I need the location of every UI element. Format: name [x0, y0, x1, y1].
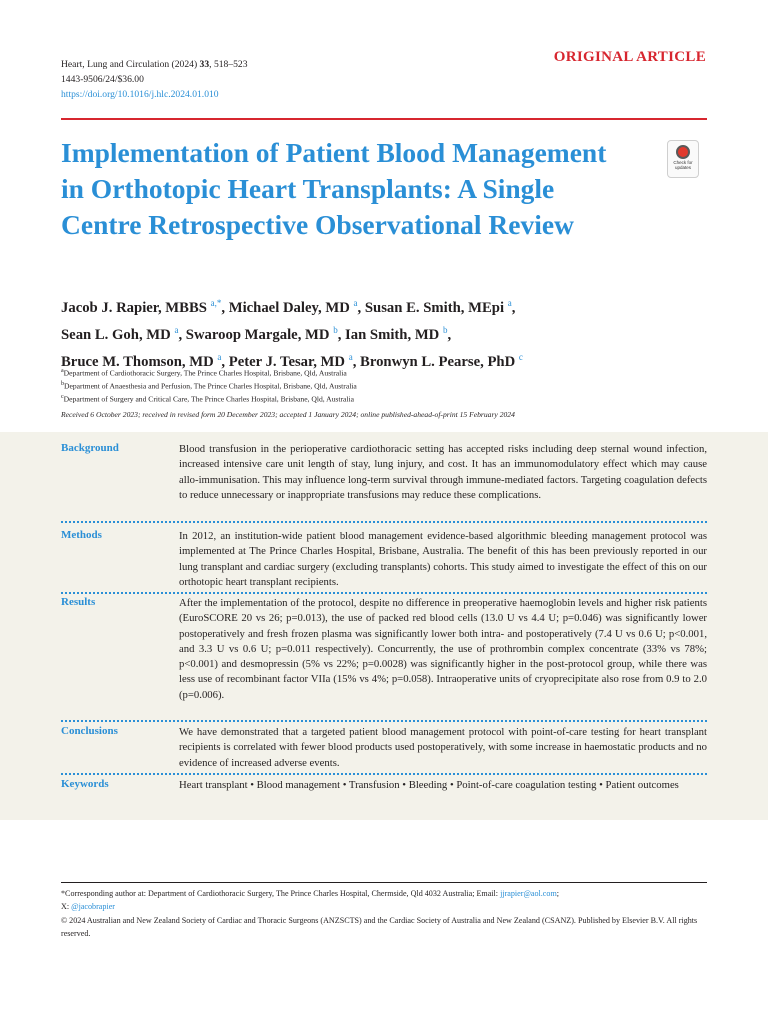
- article-type: ORIGINAL ARTICLE: [553, 49, 706, 65]
- section-label: Conclusions: [61, 725, 118, 737]
- section-divider: [61, 773, 707, 775]
- journal-citation: [61, 57, 248, 72]
- footnotes: [61, 882, 707, 940]
- x-handle-line: [61, 900, 707, 913]
- author-affiliation[interactable]: a: [353, 298, 358, 308]
- journal-volume: 33: [199, 59, 210, 70]
- author-separator: ,: [447, 326, 452, 343]
- journal-issn: 1443-9506/24/$36.00: [61, 74, 144, 85]
- abstract-box: [0, 432, 768, 820]
- section-divider: [61, 521, 707, 523]
- author-separator: ,: [178, 326, 186, 343]
- author-affiliation[interactable]: a: [348, 351, 353, 362]
- author-separator: ,: [511, 299, 516, 316]
- check-for-updates-badge[interactable]: [667, 140, 699, 178]
- check-updates-line1: Check for: [673, 160, 693, 165]
- section-text: After the implementation of the protocol, despite no difference in preoperative haemoglobin levels and higher risk patients (EuroSCORE 20 vs 26; p=0.013), the use of packed red blood cells (13.0 U vs 4.4 U; p=0.046) was significantly lower postoperatively and fresh frozen plasma was significantly lower both intra- and postoperatively (7.4 U vs 0.6 U; p<0.001, and 3.3 U vs 0.6 U; p=0.011 respectively). Concurrently, the use of prothrombin complex concentrate (33% vs 78%; p<0.001) and desmopressin (5% vs 22%; p=0.0028) was significantly higher in the post-protocol group, while there was less use of recombinant factor VIIa (15% vs 4%; p=0.058). Intraoperative units of cryoprecipitate also rose from 0.9 to 2.0 (p=0.006).: [179, 597, 707, 701]
- header-rule: [61, 118, 707, 120]
- doi-link[interactable]: https://doi.org/10.1016/j.hlc.2024.01.010: [61, 89, 219, 100]
- journal-name: Heart, Lung and Circulation (2024): [61, 59, 200, 70]
- author-affiliation[interactable]: a,*: [210, 298, 222, 308]
- author-list: [61, 292, 701, 373]
- journal-pages: , 518–523: [209, 59, 248, 70]
- section-divider: [61, 720, 707, 722]
- check-updates-icon: [676, 145, 690, 159]
- section-text: We have demonstrated that a targeted patient blood management protocol with point-of-care testing for heart transplant recipients is correlated with fewer blood products used postoperatively, with some increase in haemostatic products and no evidence of increased adverse events.: [179, 726, 707, 769]
- x-handle-link[interactable]: @jacobrapier: [71, 902, 115, 912]
- section-divider: [61, 592, 707, 594]
- affiliation-key: a: [61, 368, 64, 374]
- section-label: Results: [61, 596, 96, 608]
- section-label: Background: [61, 442, 119, 454]
- affiliation-text: Department of Anaesthesia and Perfusion, The Prince Charles Hospital, Brisbane, Qld, Australia: [64, 381, 357, 391]
- author-affiliation[interactable]: a: [217, 351, 222, 362]
- keywords-text: Heart transplant • Blood management • Transfusion • Bleeding • Point-of-care coagulation testing • Patient outcomes: [179, 779, 679, 791]
- section-label: Methods: [61, 529, 102, 541]
- author-affiliation[interactable]: c: [518, 351, 523, 362]
- check-updates-line2: updates: [674, 165, 691, 170]
- author-separator: ,: [357, 299, 365, 316]
- section-text: In 2012, an institution-wide patient blood management evidence-based algorithmic bleeding management protocol was implemented at The Prince Charles Hospital, Brisbane, Australia. The benefit of this has been previously reported in our lung transplant and cardiac surgery (excluding transplants) cohorts. This study aimed to investigate the effect of this on our orthotopic heart transplant recipients.: [179, 530, 707, 588]
- author-name: Sean L. Goh, MD: [61, 326, 171, 343]
- section-text: Blood transfusion in the perioperative cardiothoracic setting has accepted risks including deep sternal wound infection, increased intensive care unit length of stay, lung injury, and cost. It has an immunomodulatory effect which may cause allo-immunisation. This may influence long-term survival through immune-mediated factors. Targeting coagulation defects to reduce unnecessary or inappropriate transfusions may reduce these complications.: [179, 443, 707, 501]
- author-name: Bronwyn L. Pearse, PhD: [360, 353, 516, 370]
- author-name: Peter J. Tesar, MD: [228, 353, 346, 370]
- author-affiliation[interactable]: a: [507, 298, 512, 308]
- author-affiliation[interactable]: b: [442, 324, 448, 335]
- affiliation-text: Department of Cardiothoracic Surgery, The Prince Charles Hospital, Brisbane, Qld, Australia: [63, 368, 347, 378]
- x-label: X:: [61, 902, 72, 912]
- received-dates: Received 6 October 2023; received in revised form 20 December 2023; accepted 1 January 2024; online published-ahead-of-print 15 February 2024: [61, 410, 515, 419]
- author-name: Susan E. Smith, MEpi: [364, 299, 505, 316]
- affiliation-key: c: [61, 394, 64, 401]
- email-link[interactable]: jjrapier@aol.com: [500, 889, 557, 898]
- author-name: Ian Smith, MD: [345, 326, 440, 343]
- affiliations: [61, 366, 357, 405]
- corresponding-author: *Corresponding author at: Department of Cardiothoracic Surgery, The Prince Charles Hospital, Chermside, Qld 4032 Australia; Email: jjrapier@aol.com;: [61, 889, 559, 898]
- author-affiliation[interactable]: a: [174, 324, 179, 335]
- author-separator: ,: [352, 353, 361, 370]
- affiliation-key: b: [61, 381, 64, 388]
- author-separator: ,: [221, 299, 229, 316]
- corresponding-text: *Corresponding author at: Department of Cardiothoracic Surgery, The Prince Charles Hospital, Chermside, Qld 4032 Australia; Email:: [61, 889, 501, 898]
- author-name: Swaroop Margale, MD: [185, 326, 330, 343]
- affiliation-text: Department of Surgery and Critical Care, The Prince Charles Hospital, Brisbane, Qld, Australia: [63, 394, 354, 404]
- author-separator: ,: [337, 326, 346, 343]
- author-separator: ,: [221, 353, 229, 370]
- affiliation-item: [61, 392, 357, 405]
- author-name: Jacob J. Rapier, MBBS: [61, 299, 207, 316]
- affiliation-item: [61, 366, 357, 379]
- author-name: Michael Daley, MD: [228, 299, 350, 316]
- journal-info: [61, 57, 248, 102]
- section-label: Keywords: [61, 778, 109, 790]
- article-title: Implementation of Patient Blood Management in Orthotopic Heart Transplants: A Single Centre Retrospective Observational Review: [61, 137, 607, 240]
- affiliation-item: [61, 379, 357, 392]
- author-name: Bruce M. Thomson, MD: [61, 353, 214, 370]
- copyright: © 2024 Australian and New Zealand Society of Cardiac and Thoracic Surgeons (ANZSCTS) and the Cardiac Society of Australia and New Zealand (CSANZ). Published by Elsevier B.V. All rights reserved.: [61, 915, 698, 938]
- author-affiliation[interactable]: b: [333, 324, 338, 335]
